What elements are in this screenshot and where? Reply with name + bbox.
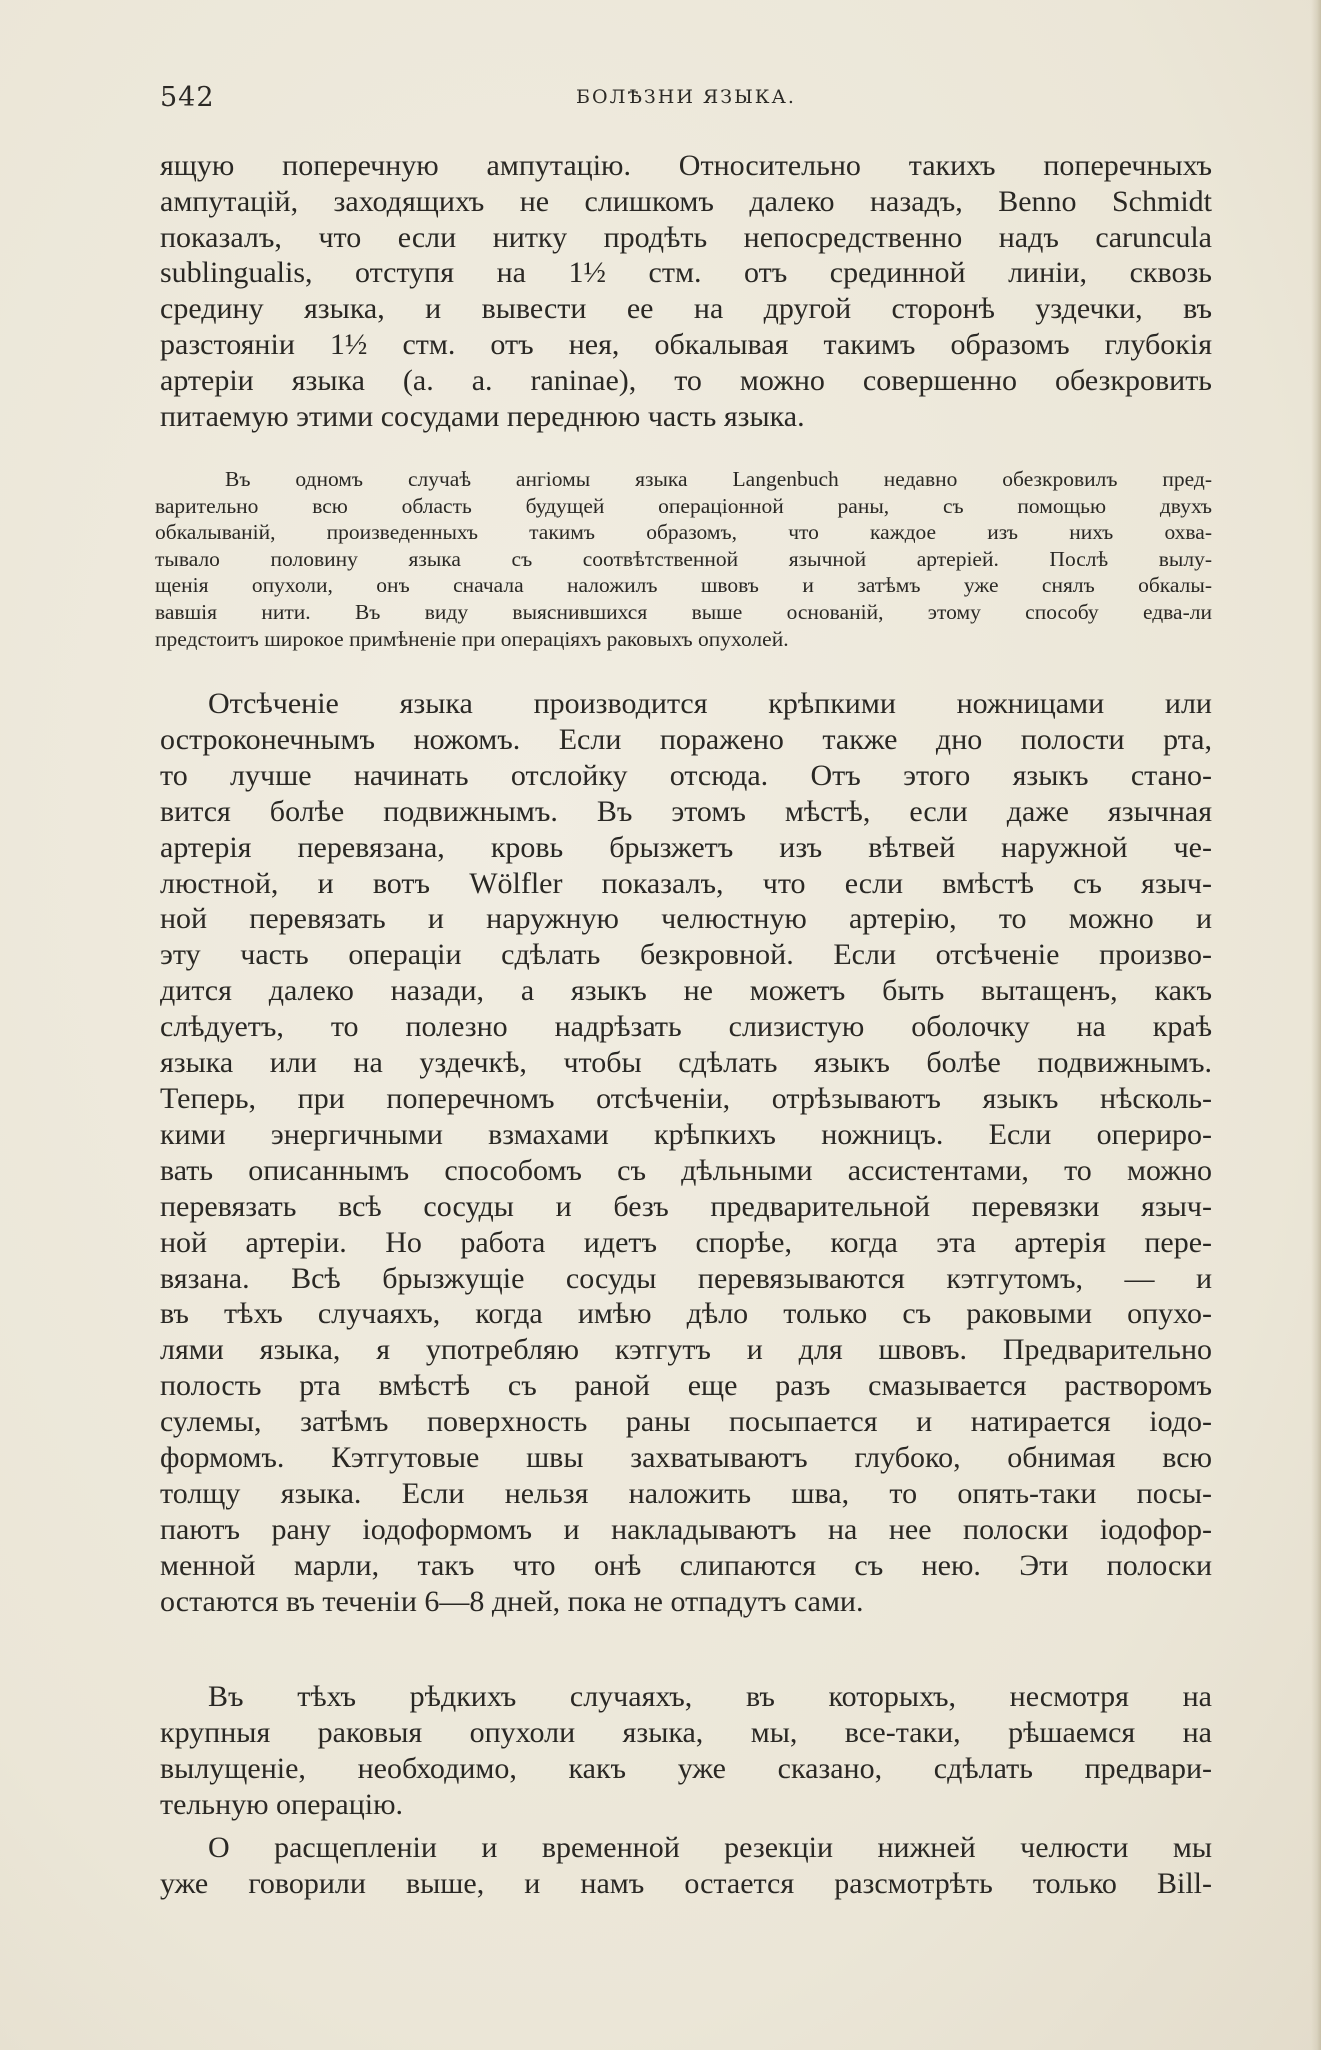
text-line: Теперь, при поперечномъ отсѣченіи, отрѣзываютъ языкъ нѣсколь- (160, 1081, 1212, 1115)
text-line: эту часть операціи сдѣлать безкровной. Если отсѣченіе произво- (160, 938, 1212, 972)
small-print-note (155, 466, 1212, 652)
text-line: Отсѣченіе языка производится крѣпкими ножницами или (208, 687, 1212, 720)
text-line: ной артеріи. Но работа идетъ спорѣе, когда эта артерія пере- (160, 1225, 1212, 1259)
text-line: полость рта вмѣстѣ съ раной еще разъ смазывается растворомъ (160, 1369, 1212, 1403)
note-line: тывало половину языка съ соотвѣтственной язычной артеріей. Послѣ вылу- (155, 546, 1212, 571)
text-line: вязана. Всѣ брызжущіе сосуды перевязываются кэтгутомъ, — и (160, 1261, 1212, 1295)
text-line: разстояніи 1½ стм. отъ нея, обкалывая такимъ образомъ глубокія (160, 327, 1212, 361)
text-line: Въ тѣхъ рѣдкихъ случаяхъ, въ которыхъ, несмотря на (208, 1680, 1212, 1713)
text-line: остроконечнымъ ножомъ. Если поражено также дно полости рта, (160, 722, 1212, 756)
text-line: вылущеніе, необходимо, какъ уже сказано, сдѣлать предвари- (160, 1751, 1212, 1785)
text-line: паютъ рану іодоформомъ и накладываютъ на нее полоски іодофор- (160, 1512, 1212, 1546)
text-line: толщу языка. Если нельзя наложить шва, то опять-таки посы- (160, 1476, 1212, 1510)
paragraph-excision (160, 686, 1212, 1620)
text-line: то лучше начинать отслойку отсюда. Отъ этого языкъ стано- (160, 758, 1212, 792)
text-line: сулемы, затѣмъ поверхность раны посыпается и натирается іодо- (160, 1405, 1212, 1439)
note-line: обкалываній, произведенныхъ такимъ образомъ, что каждое изъ нихъ охва- (155, 520, 1212, 545)
text-line: менной марли, такъ что онѣ слипаются съ нею. Эти полоски (160, 1548, 1212, 1582)
page-number: 542 (160, 82, 215, 113)
paragraph-enucleation (160, 1679, 1212, 1823)
running-head (160, 82, 1212, 122)
text-line: уже говорили выше, и намъ остается разсмотрѣть только Bill- (160, 1866, 1212, 1900)
paragraph-amputation (160, 148, 1212, 434)
paragraph-resection (160, 1830, 1212, 1902)
note-line: Въ одномъ случаѣ ангіомы языка Langenbuch недавно обезкровилъ пред- (225, 467, 1212, 491)
text-line: дится далеко назади, а языкъ не можетъ быть вытащенъ, какъ (160, 974, 1212, 1008)
text-line: ампутацій, заходящихъ не слишкомъ далеко назадъ, Benno Schmidt (160, 184, 1212, 218)
text-line: тельную операцію. (160, 1787, 404, 1821)
text-line: О расщепленіи и временной резекціи нижней челюсти мы (208, 1831, 1212, 1864)
text-line: слѣдуетъ, то полезно надрѣзать слизистую оболочку на краѣ (160, 1010, 1212, 1044)
text-line: въ тѣхъ случаяхъ, когда имѣю дѣло только съ раковыми опухо- (160, 1297, 1212, 1331)
text-line: ящую поперечную ампутацію. Относительно такихъ поперечныхъ (160, 149, 1212, 182)
text-line: формомъ. Кэтгутовые швы захватываютъ глубоко, обнимая всю (160, 1441, 1212, 1475)
text-line: перевязать всѣ сосуды и безъ предварительной перевязки языч- (160, 1189, 1212, 1223)
text-line: кими энергичными взмахами крѣпкихъ ножницъ. Если опериро- (160, 1117, 1212, 1151)
note-line: вавшія нити. Въ виду выяснившихся выше основаній, этому способу едва-ли (155, 599, 1212, 624)
text-line: остаются въ теченіи 6—8 дней, пока не отпадутъ сами. (160, 1584, 864, 1618)
text-line: артеріи языка (а. а. raninae), то можно совершенно обезкровить (160, 363, 1212, 397)
page-edge (1311, 0, 1321, 2050)
text-line: языка или на уздечкѣ, чтобы сдѣлать языкъ болѣе подвижнымъ. (160, 1046, 1212, 1080)
text-line: sublingualis, отступя на 1½ стм. отъ срединной линіи, сквозь (160, 256, 1212, 290)
text-line: средину языка, и вывести ее на другой сторонѣ уздечки, въ (160, 292, 1212, 326)
text-line: вится болѣе подвижнымъ. Въ этомъ мѣстѣ, если даже язычная (160, 794, 1212, 828)
text-line: крупныя раковыя опухоли языка, мы, все-таки, рѣшаемся на (160, 1715, 1212, 1749)
text-line: ной перевязать и наружную челюстную артерію, то можно и (160, 902, 1212, 936)
text-line: лями языка, я употребляю кэтгутъ и для швовъ. Предварительно (160, 1333, 1212, 1367)
note-line: щенія опухоли, онъ сначала наложилъ швовъ и затѣмъ уже снялъ обкалы- (155, 573, 1212, 598)
text-line: артерія перевязана, кровь брызжетъ изъ вѣтвей наружной че- (160, 830, 1212, 864)
text-line: питаемую этими сосудами переднюю часть языка. (160, 399, 805, 433)
note-line: предстоитъ широкое примѣненіе при операціяхъ раковыхъ опухолей. (155, 626, 789, 651)
text-line: вать описаннымъ способомъ съ дѣльными ассистентами, то можно (160, 1153, 1212, 1187)
text-line: люстной, и вотъ Wölfler показалъ, что если вмѣстѣ съ языч- (160, 866, 1212, 900)
note-line: варительно всю область будущей операціонной раны, съ помощью двухъ (155, 493, 1212, 518)
text-line: показалъ, что если нитку продѣть непосредственно надъ caruncula (160, 220, 1212, 254)
running-title: БОЛѢЗНИ ЯЗЫКА. (576, 86, 796, 108)
